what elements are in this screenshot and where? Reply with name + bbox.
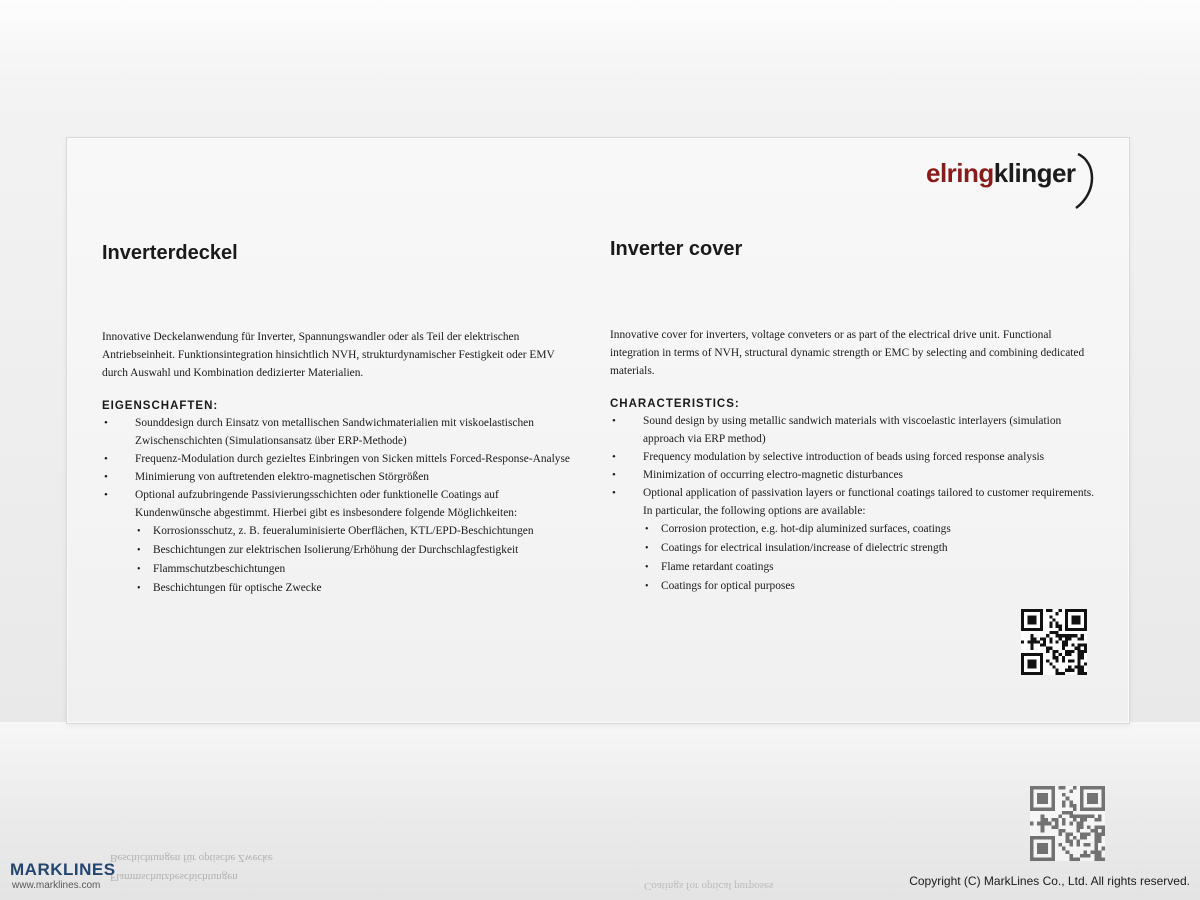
german-feature-list — [102, 414, 572, 598]
german-column — [102, 240, 572, 598]
elringklinger-logo — [926, 152, 1106, 212]
sub-list-item: • Coatings for electrical insulation/increase of dielectric strength — [643, 539, 1100, 558]
german-options-list — [135, 522, 572, 598]
sub-list-item: • Corrosion protection, e.g. hot-dip aluminized surfaces, coatings — [643, 520, 1100, 539]
german-section-heading: EIGENSCHAFTEN: — [102, 400, 219, 412]
sub-list-item: • Korrosionsschutz, z. B. feueraluminisierte Oberflächen, KTL/EPD-Beschichtungen — [135, 522, 572, 541]
english-feature-list — [610, 412, 1100, 596]
list-item — [610, 484, 1100, 596]
logo-swoosh-icon — [1074, 152, 1104, 212]
logo-text-elring: elring — [926, 158, 994, 188]
list-item: • Minimierung von auftretenden elektro-magnetischen Störgrößen — [102, 468, 572, 486]
reflection-line: Flammschutzbeschichtungen — [110, 871, 238, 883]
mirrored-text-reflection-english: Coatings for optical purposes — [644, 880, 774, 892]
english-column — [610, 236, 1100, 596]
list-item-text: Optional aufzubringende Passivierungsschichten oder funktionelle Coatings auf Kundenwünsche abgestimmt. Hierbei gibt es insbesondere folgende Möglichkeiten: — [135, 489, 518, 519]
english-options-list — [643, 520, 1100, 596]
marklines-watermark — [10, 860, 116, 892]
english-section-heading: CHARACTERISTICS: — [610, 398, 740, 410]
mirrored-text-reflection — [110, 848, 370, 886]
copyright-notice: Copyright (C) MarkLines Co., Ltd. All rights reserved. — [909, 874, 1190, 888]
logo-text-klinger: klinger — [993, 158, 1076, 188]
list-item: • Minimization of occurring electro-magnetic disturbances — [610, 466, 1100, 484]
list-item: • Frequenz-Modulation durch gezieltes Einbringen von Sicken mittels Forced-Response-Analyse — [102, 450, 572, 468]
list-item — [102, 486, 572, 598]
list-item: • Sounddesign durch Einsatz von metallischen Sandwichmaterialien mit viskoelastischen Zwischenschichten (Simulationsansatz über ERP-Methode) — [102, 414, 572, 450]
reflection-line: Beschichtungen für optische Zwecke — [110, 852, 273, 864]
sub-list-item: • Coatings for optical purposes — [643, 577, 1100, 596]
sub-list-item: • Beschichtungen für optische Zwecke — [135, 579, 572, 598]
list-item-text: Optional application of passivation layers or functional coatings tailored to customer requirements. In particular, the following options are available: — [643, 487, 1095, 517]
sub-list-item: • Flame retardant coatings — [643, 558, 1100, 577]
sub-list-item: • Beschichtungen zur elektrischen Isolierung/Erhöhung der Durchschlagfestigkeit — [135, 541, 572, 560]
list-item: • Sound design by using metallic sandwich materials with viscoelastic interlayers (simulation approach via ERP method) — [610, 412, 1100, 448]
sub-list-item: • Flammschutzbeschichtungen — [135, 560, 572, 579]
list-item: • Frequency modulation by selective introduction of beads using forced response analysis — [610, 448, 1100, 466]
english-title: Inverter cover — [610, 238, 743, 260]
german-title: Inverterdeckel — [102, 242, 238, 264]
qr-code-icon[interactable] — [1021, 609, 1087, 675]
qr-code-reflection-icon — [1030, 786, 1105, 861]
german-intro: Innovative Deckelanwendung für Inverter, Spannungswandler oder als Teil der elektrischen Antriebseinheit. Funktionsintegration hinsichtlich NVH, strukturdynamischer Festigkeit oder EMV durch Auswahl und Kombination dedizierter Materialien. — [102, 331, 555, 379]
watermark-brand: MARKLINES — [10, 860, 116, 879]
watermark-url: www.marklines.com — [12, 880, 101, 891]
english-intro: Innovative cover for inverters, voltage conveters or as part of the electrical drive unit. Functional integration in terms of NVH, structural dynamic strength or EMC by selecting and combining dedicated materials. — [610, 329, 1085, 377]
